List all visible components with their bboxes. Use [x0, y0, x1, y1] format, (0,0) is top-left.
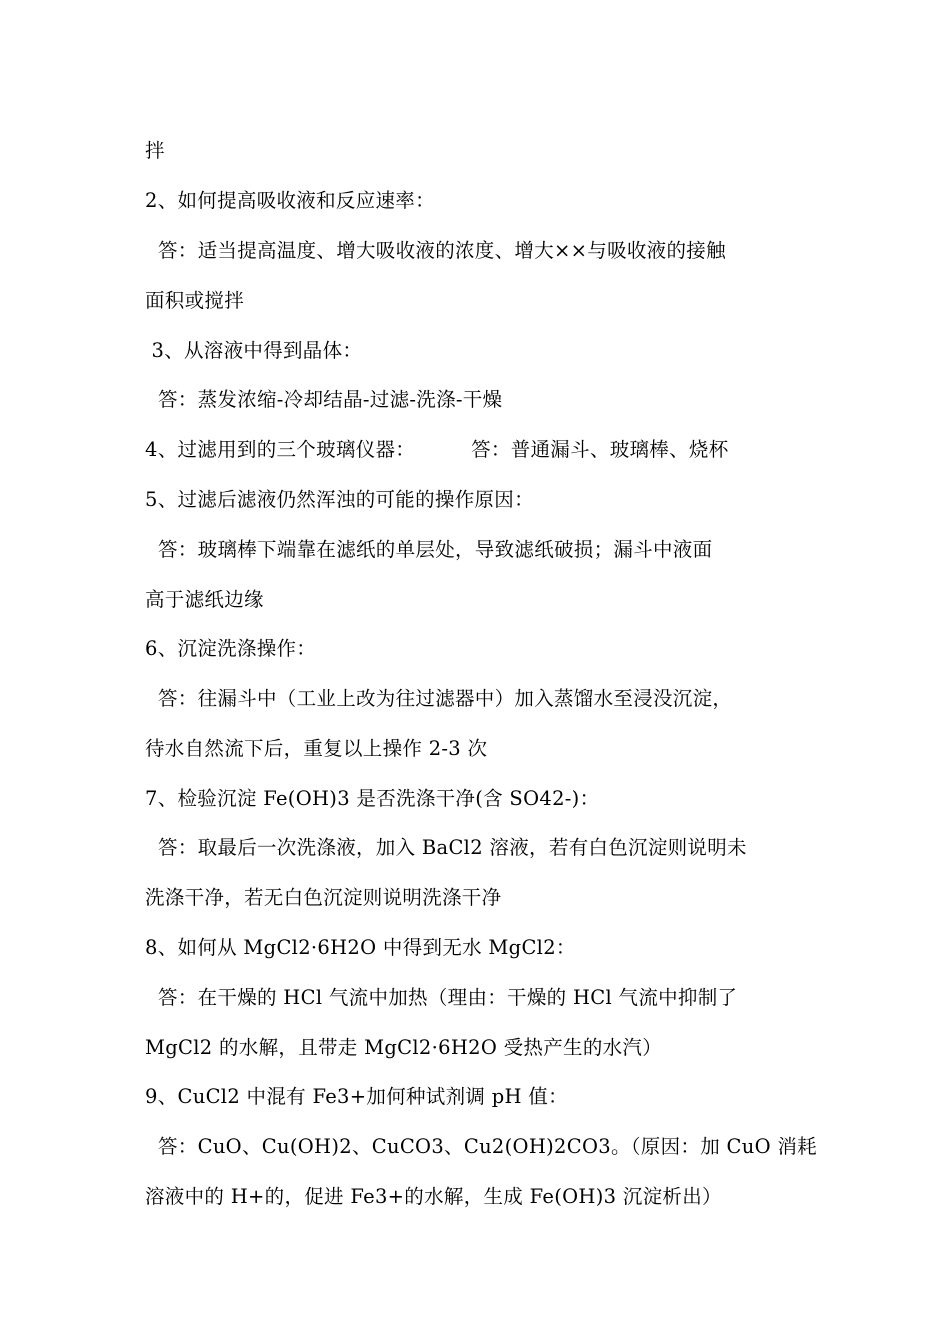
question-6: 6、沉淀洗涤操作： [145, 637, 317, 660]
answer-6-line-2: 待水自然流下后，重复以上操作 2-3 次 [145, 737, 488, 760]
answer-8-line-2: MgCl2 的水解，且带走 MgCl2·6H2O 受热产生的水汽） [145, 1036, 663, 1059]
question-8: 8、如何从 MgCl2·6H2O 中得到无水 MgCl2： [145, 936, 576, 959]
answer-3: 答：蒸发浓缩-冷却结晶-过滤-洗涤-干燥 [145, 388, 503, 411]
answer-2-line-1: 答：适当提高温度、增大吸收液的浓度、增大××与吸收液的接触 [145, 239, 726, 262]
answer-4: 答：普通漏斗、玻璃棒、烧杯 [471, 438, 729, 461]
answer-5-line-2: 高于滤纸边缘 [145, 588, 264, 611]
question-4-row [145, 437, 729, 463]
question-2: 2、如何提高吸收液和反应速率： [145, 189, 435, 212]
answer-8-line-1: 答：在干燥的 HCl 气流中加热（理由：干燥的 HCl 气流中抑制了 [145, 986, 738, 1009]
answer-6-line-1: 答：往漏斗中（工业上改为往过滤器中）加入蒸馏水至浸没沉淀， [145, 687, 733, 710]
answer-9-line-1: 答：CuO、Cu(OH)2、CuCO3、Cu2(OH)2CO3。（原因：加 CuO 消耗 [145, 1135, 817, 1158]
answer-9-line-2: 溶液中的 H+的，促进 Fe3+的水解，生成 Fe(OH)3 沉淀析出） [145, 1185, 722, 1208]
answer-2-line-2: 面积或搅拌 [145, 289, 245, 312]
question-4: 4、过滤用到的三个玻璃仪器： [145, 438, 416, 461]
text-line: 拌 [145, 139, 165, 162]
question-3: 3、从溶液中得到晶体： [145, 339, 363, 362]
question-5: 5、过滤后滤液仍然浑浊的可能的操作原因： [145, 488, 534, 511]
question-7: 7、检验沉淀 Fe(OH)3 是否洗涤干净(含 SO42-)： [145, 787, 600, 810]
answer-5-line-1: 答：玻璃棒下端靠在滤纸的单层处，导致滤纸破损；漏斗中液面 [145, 538, 713, 561]
question-9: 9、CuCl2 中混有 Fe3+加何种试剂调 pH 值： [145, 1085, 568, 1108]
answer-7-line-1: 答：取最后一次洗涤液，加入 BaCl2 溶液，若有白色沉淀则说明未 [145, 836, 747, 859]
answer-7-line-2: 洗涤干净，若无白色沉淀则说明洗涤干净 [145, 886, 502, 909]
